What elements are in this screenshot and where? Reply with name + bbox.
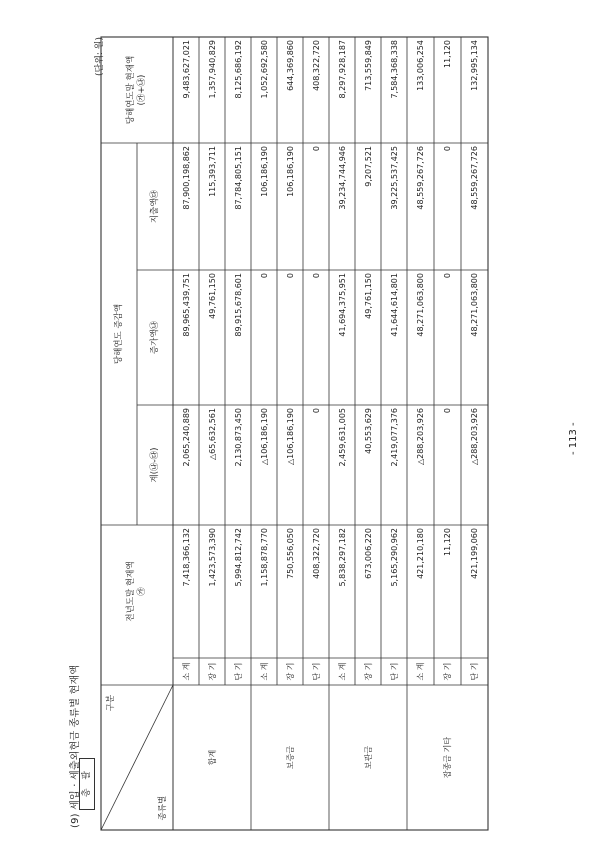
cell-net: △106,186,190 <box>259 408 269 466</box>
cell-net: △106,186,190 <box>285 408 295 466</box>
cell-exp: 0 <box>311 146 321 152</box>
header-net-change: 계(㉯-㉰) <box>149 447 160 483</box>
cell-inc: 0 <box>311 273 321 279</box>
row-kind: 단 기 <box>311 662 321 681</box>
cell-cur: 132,995,134 <box>470 40 479 91</box>
cell-prev: 5,994,812,742 <box>233 528 243 587</box>
unit-label: (단위: 원) <box>95 37 105 76</box>
cell-prev: 1,423,573,390 <box>207 528 217 587</box>
cell-net: △288,203,926 <box>416 408 425 466</box>
cell-exp: 39,225,537,425 <box>389 146 399 210</box>
cell-cur: 644,369,860 <box>285 40 295 91</box>
cell-net: △65,632,561 <box>207 408 217 460</box>
cell-cur: 1,052,692,580 <box>259 40 269 99</box>
row-kind: 소 계 <box>181 662 191 681</box>
corner-header-bottom: 종류별 <box>157 795 168 821</box>
cell-net: 40,553,629 <box>363 408 373 454</box>
cell-exp: 87,900,198,862 <box>181 146 191 210</box>
header-current-balance-label: 당해연도말 현재액 <box>126 55 136 125</box>
cell-net: △288,203,926 <box>470 408 479 466</box>
cell-exp: 48,559,267,726 <box>470 146 479 210</box>
cell-inc: 41,644,614,801 <box>389 273 399 337</box>
group-label-deposit: 보증금 <box>285 745 295 770</box>
cell-prev: 673,006,220 <box>363 528 373 579</box>
cell-inc: 49,761,150 <box>363 273 373 319</box>
group-label-misc: 잡종금 기타 <box>443 736 452 779</box>
cell-prev: 408,322,720 <box>311 528 321 579</box>
header-prev-balance <box>101 525 173 658</box>
cell-exp: 106,186,190 <box>285 146 295 197</box>
cell-prev: 5,165,290,962 <box>389 528 399 587</box>
cell-inc: 48,271,063,800 <box>416 273 425 337</box>
cell-cur: 408,322,720 <box>311 40 321 91</box>
row-kind: 장 기 <box>207 662 217 681</box>
cell-exp: 115,393,711 <box>207 146 217 197</box>
row-kind: 장 기 <box>285 662 295 681</box>
header-current-balance-mark: (㉮+㉯) <box>137 74 147 106</box>
header-increase: 증가액㉯ <box>149 320 160 355</box>
group-label-total: 합계 <box>207 749 217 766</box>
cell-exp: 0 <box>443 146 452 152</box>
cell-prev: 7,418,366,132 <box>181 528 191 587</box>
group-label-custody: 보관금 <box>363 745 373 770</box>
cell-net: 2,130,873,450 <box>233 408 243 467</box>
cell-prev: 1,158,878,770 <box>259 528 269 587</box>
row-kind: 장 기 <box>443 662 452 681</box>
section-heading: (9) 세입 · 세출외현금 종류별 현재액 <box>70 664 81 828</box>
row-kind: 소 계 <box>416 662 425 681</box>
cell-cur: 9,483,627,021 <box>181 40 191 99</box>
cell-inc: 49,761,150 <box>207 273 217 319</box>
cell-net: 2,065,240,889 <box>181 408 191 467</box>
header-prev-balance-label: 전년도말 현재액 <box>126 561 136 622</box>
cell-cur: 713,559,849 <box>363 40 373 91</box>
cell-cur: 7,584,368,338 <box>389 40 399 99</box>
header-expenditure: 지출액㉰ <box>149 189 160 224</box>
cell-exp: 106,186,190 <box>259 146 269 197</box>
cell-exp: 48,559,267,726 <box>416 146 425 210</box>
cell-exp: 9,207,521 <box>363 146 373 187</box>
summary-tag: 총 괄 <box>79 758 95 810</box>
header-prev-balance-mark: ㉮ <box>137 587 147 596</box>
cell-inc: 0 <box>285 273 295 279</box>
row-kind: 장 기 <box>363 662 373 681</box>
row-kind: 소 계 <box>337 662 347 681</box>
cell-exp: 39,234,744,946 <box>337 146 347 210</box>
cell-cur: 133,006,254 <box>416 40 425 91</box>
cell-net: 2,419,077,376 <box>389 408 399 467</box>
cell-inc: 89,965,439,751 <box>181 273 191 337</box>
header-current-balance <box>101 37 173 143</box>
cell-cur: 8,125,686,192 <box>233 40 243 99</box>
cell-inc: 0 <box>443 273 452 279</box>
cell-inc: 89,915,678,601 <box>233 273 243 337</box>
page-number: - 113 - <box>568 422 579 455</box>
corner-header-top: 구분 <box>105 694 116 712</box>
row-kind: 소 계 <box>259 662 269 681</box>
cell-net: 0 <box>443 408 452 414</box>
cell-net: 2,459,631,005 <box>337 408 347 467</box>
cell-cur: 11,120 <box>443 40 452 68</box>
cell-cur: 1,357,940,829 <box>207 40 217 99</box>
cell-prev: 750,556,050 <box>285 528 295 579</box>
cell-exp: 87,784,805,151 <box>233 146 243 210</box>
row-kind: 단 기 <box>233 662 243 681</box>
cell-inc: 48,271,063,800 <box>470 273 479 337</box>
cell-prev: 421,199,060 <box>470 528 479 579</box>
header-current-change: 당해연도 증감액 <box>113 303 124 365</box>
cell-prev: 11,120 <box>443 528 452 556</box>
row-kind: 단 기 <box>389 662 399 681</box>
cell-prev: 5,838,297,182 <box>337 528 347 587</box>
cell-inc: 41,694,375,951 <box>337 273 347 337</box>
cell-net: 0 <box>311 408 321 414</box>
row-kind: 단 기 <box>470 662 479 681</box>
cell-cur: 8,297,928,187 <box>337 40 347 99</box>
cell-prev: 421,210,180 <box>416 528 425 579</box>
cell-inc: 0 <box>259 273 269 279</box>
